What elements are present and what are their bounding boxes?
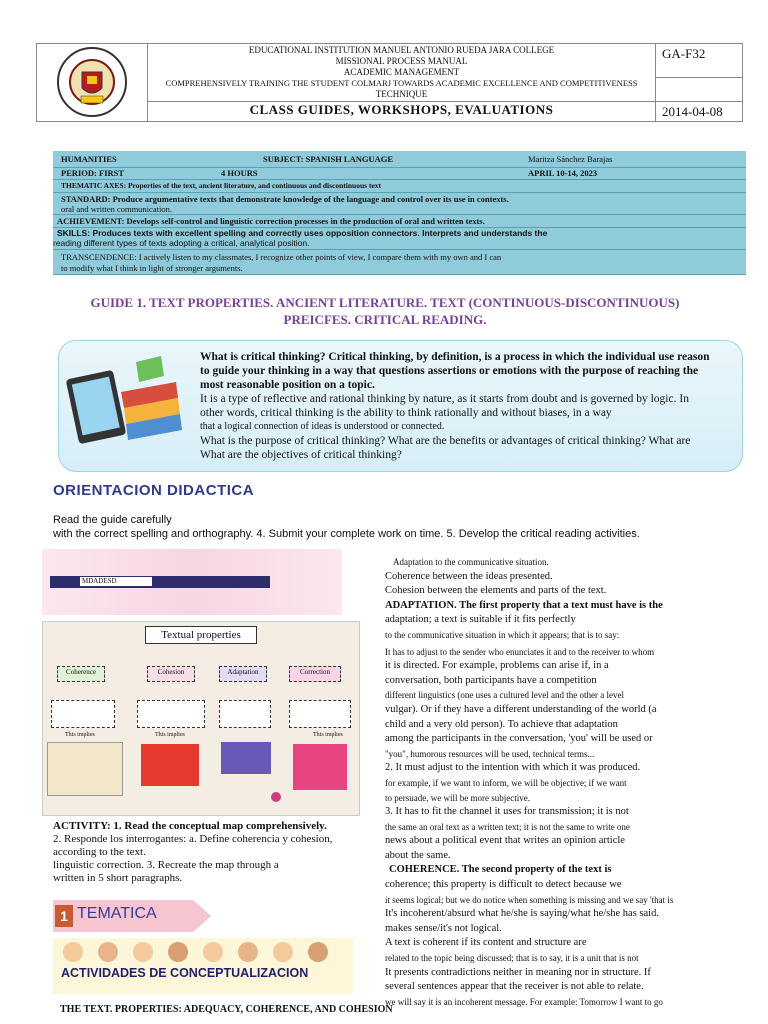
critical-thinking-questions: What is the purpose of critical thinking? What are the benefits or advantages of critical thinking? What are What are the objectives of critical thinking?: [200, 435, 691, 461]
text-line: different linguistics (one uses a cultured level and the other a level: [385, 690, 625, 701]
hours-label: 4 HOURS: [221, 168, 258, 178]
text-line: to the communicative situation in which it appears; that is to say:: [385, 629, 620, 640]
area-label: HUMANITIES: [61, 154, 117, 164]
text-line: 3. It has to fit the channel it uses for transmission; it is not: [385, 806, 629, 818]
guide-subtitle: PREICFES. CRITICAL READING.: [283, 312, 487, 327]
decorative-banner: [42, 549, 342, 615]
info-standard: [53, 193, 746, 215]
text-line: for example, if we want to inform, we will be objective; if we want: [385, 777, 627, 788]
orientation-line-1: Read the guide carefully: [53, 514, 172, 526]
map-box: [289, 700, 351, 728]
activity-item: linguistic correction. 3. Recreate the map through a: [53, 859, 279, 871]
text-line: news about a political event that writes an opinion article: [385, 835, 625, 847]
map-detail-box: [221, 742, 271, 774]
map-author-icon: [271, 792, 281, 802]
text-line: A text is coherent if its content and structure are: [385, 937, 587, 949]
text-line: vulgar). Or if they have a different understanding of the world (a: [385, 703, 657, 715]
text-line: "you", humorous resources will be used, technical terms...: [385, 748, 595, 759]
dates-label: APRIL 10-14, 2023: [528, 168, 598, 178]
text-line: Coherence between the ideas presented.: [385, 570, 553, 582]
kids-banner: [53, 938, 353, 994]
header-line: MISSIONAL PROCESS MANUAL: [335, 56, 468, 66]
banner-label: MDADESD: [80, 577, 152, 586]
activities-heading: ACTIVIDADES DE CONCEPTUALIZACION: [61, 966, 309, 980]
activity-title: ACTIVITY: 1. Read the conceptual map comprehensively.: [53, 820, 327, 832]
text-line: It's incoherent/absurd what he/she is saying/what he/she has said.: [385, 908, 659, 920]
text-line: It presents contradictions neither in meaning nor in structure. If: [385, 966, 651, 978]
guide-title: GUIDE 1. TEXT PROPERTIES. ANCIENT LITERATURE. TEXT (CONTINUOUS-DISCONTINUOUS): [90, 295, 680, 310]
text-line: makes sense/it's not logical.: [385, 922, 502, 934]
activity-item: 2. Responde los interrogantes: a. Define coherencia y cohesion, according to the text.: [53, 833, 333, 858]
info-skills: [53, 228, 746, 250]
text-line: among the participants in the conversation, 'you' will be used or: [385, 733, 653, 745]
critical-thinking-para: It is a type of reflective and rational thinking by nature, as it starts from doubt and is governed by logic. In other words, critical thinking is the ability to think rationally and without biases, in a way: [200, 393, 689, 419]
text-line: adaptation; a text is suitable if it fits perfectly: [385, 614, 576, 626]
info-row-1: [53, 151, 746, 168]
orientation-heading: ORIENTACION DIDACTICA: [53, 482, 255, 499]
period-label: PERIOD: FIRST: [61, 168, 125, 178]
header-line: ACADEMIC MANAGEMENT: [343, 67, 460, 77]
text-line: It has to adjust to the sender who enunciates it and to the receiver to whom: [385, 646, 655, 657]
map-title: Textual properties: [145, 626, 257, 644]
standard-text: Produce argumentative texts that demonstrate knowledge of the language and control over its use in contexts.: [112, 194, 509, 204]
section-title: THE TEXT. PROPERTIES: ADEQUACY, COHERENCE, AND COHESION: [60, 1004, 393, 1015]
tematica-banner: [53, 900, 213, 932]
transcendence-text: I actively listen to my classmates, I recognize other points of view, I compare them with my own and I can: [138, 252, 502, 262]
map-box: [51, 700, 115, 728]
activity-item: written in 5 short paragraphs.: [53, 872, 183, 884]
map-detail-box: [47, 742, 123, 796]
standard-text-2: oral and written communication.: [61, 204, 172, 214]
standard-label: STANDARD:: [61, 194, 111, 204]
header-line: EDUCATIONAL INSTITUTION MANUEL ANTONIO RUEDA JARA COLLEGE: [248, 45, 555, 55]
form-code: GA-F32: [662, 46, 706, 61]
text-line: conversation, both participants have a competition: [385, 674, 597, 686]
map-implies: This implies: [65, 732, 95, 738]
text-line: it seems logical; but we do notice when something is missing and we say 'that is: [385, 894, 674, 905]
map-node-coherence: Coherence: [57, 666, 105, 682]
achievement-text: Develops self-control and linguistic correction processes in the production of oral and written texts.: [126, 216, 485, 226]
document-title: CLASS GUIDES, WORKSHOPS, EVALUATIONS: [249, 102, 554, 117]
map-implies: This implies: [313, 732, 343, 738]
text-line: the same an oral text as a written text; it is not the same to write one: [385, 821, 630, 832]
form-date: 2014-04-08: [662, 104, 723, 119]
info-transcendence: [53, 250, 746, 275]
intro-text: [200, 350, 710, 462]
text-line: child and a very old person). To achieve that adaptation: [385, 718, 618, 730]
transcendence-text-2: to modify what I think in light of stronger arguments.: [61, 263, 243, 273]
teacher-name: Maritza Sánchez Barajas: [528, 154, 613, 164]
header-codes: [656, 44, 742, 121]
text-line: 2. It must adjust to the intention with which it was produced.: [385, 762, 641, 774]
text-line: ADAPTATION. The first property that a text must have is the: [385, 599, 663, 611]
tematica-label: TEMATICA: [77, 905, 157, 922]
text-line: to persuade, we will be more subjective.: [385, 792, 530, 803]
text-line: several sentences appear that the receiver is not able to relate.: [385, 981, 644, 993]
text-line: we will say it is an incoherent message. For example: Tomorrow I want to go: [385, 996, 663, 1007]
text-line: COHERENCE. The second property of the text is: [389, 864, 612, 876]
header-line: COMPREHENSIVELY TRAINING THE STUDENT COLMARJ TOWARDS ACADEMIC EXCELLENCE AND COMPETITIVENESS: [165, 78, 638, 88]
info-achievement: [53, 215, 746, 228]
tablet-books-image: [66, 352, 186, 452]
map-implies: This implies: [155, 732, 185, 738]
orientation-line-2: with the correct spelling and orthography. 4. Submit your complete work on time. 5. Develop the critical reading activities.: [53, 528, 640, 540]
header-line: TECHNIQUE: [375, 89, 428, 99]
tematica-number: 1: [55, 905, 73, 927]
map-node-adaptation: Adaptation: [219, 666, 267, 682]
text-line: Cohesion between the elements and parts of the text.: [385, 585, 607, 597]
skills-text: Produces texts with excellent spelling and correctly uses opposition connectors. Interprets and understands the: [92, 228, 548, 238]
text-line: related to the topic being discussed; that is to say, it is a unit that is not: [385, 953, 639, 964]
school-logo: [37, 44, 148, 121]
text-line: about the same.: [385, 849, 451, 861]
transcendence-label: TRANSCENDENCE:: [61, 252, 137, 262]
info-row-2: [53, 168, 746, 180]
concept-map: [42, 621, 360, 816]
skills-text-2: reading different types of texts adopting a critical, analytical position.: [53, 238, 310, 248]
map-box: [219, 700, 271, 728]
map-node-cohesion: Cohesion: [147, 666, 195, 682]
right-column-text: [385, 555, 707, 1009]
text-line: coherence; this property is difficult to detect because we: [385, 879, 622, 891]
critical-thinking-para-2: that a logical connection of ideas is understood or connected.: [200, 421, 445, 432]
activity-block: [53, 820, 361, 885]
info-thematic: [53, 180, 746, 193]
header-center: [148, 44, 656, 121]
map-box: [137, 700, 205, 728]
text-line: it is directed. For example, problems can arise if, in a: [385, 660, 609, 672]
map-detail-box: [293, 744, 347, 790]
map-detail-box: [141, 744, 199, 786]
critical-thinking-definition: What is critical thinking? Critical thinking, by definition, is a process in which the individual use reason to guide your thinking in a way that questions assertions or emotions with the purpose of reaching the most reasonable position on a topic.: [200, 351, 710, 391]
skills-label: SKILLS:: [57, 228, 91, 238]
document-header: [36, 43, 743, 122]
thematic-axes: THEMATIC AXES: Properties of the text, ancient literature, and continuous and discontinuous text: [61, 181, 382, 190]
map-node-correction: Correction: [289, 666, 341, 682]
achievement-label: ACHIEVEMENT:: [57, 216, 125, 226]
text-line: Adaptation to the communicative situation.: [393, 557, 549, 567]
subject-label: SUBJECT: SPANISH LANGUAGE: [263, 154, 394, 164]
